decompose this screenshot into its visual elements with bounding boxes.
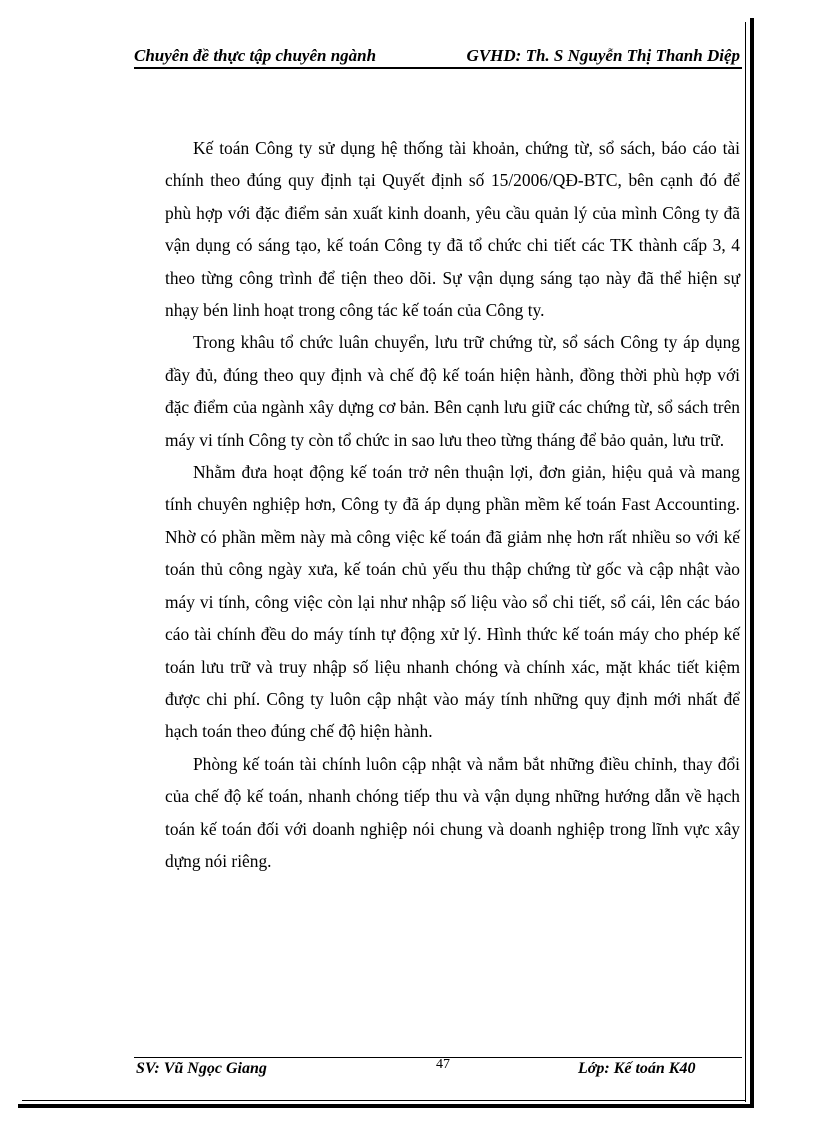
page-border-bottom <box>18 1104 754 1108</box>
paragraph: Trong khâu tổ chức luân chuyển, lưu trữ chứng từ, sổ sách Công ty áp dụng đầy đủ, đúng theo quy định và chế độ kế toán hiện hành, đồng thời phù hợp với đặc điểm của ngành xây dựng cơ bản. Bên cạnh lưu giữ các chứng từ, sổ sách trên máy vi tính Công ty còn tổ chức in sao lưu theo từng tháng để bảo quản, lưu trữ. <box>165 332 740 450</box>
paragraph: Kế toán Công ty sử dụng hệ thống tài khoản, chứng từ, sổ sách, báo cáo tài chính theo đúng quy định tại Quyết định số 15/2006/QĐ-BTC, bên cạnh đó để phù hợp với đặc điểm sản xuất kinh doanh, yêu cầu quản lý của mình Công ty đã vận dụng có sáng tạo, kế toán Công ty đã tổ chức chi tiết các TK thành cấp 3, 4 theo từng công trình để tiện theo dõi. Sự vận dụng sáng tạo này đã thể hiện sự nhạy bén linh hoạt trong công tác kế toán của Công ty. <box>165 138 740 321</box>
footer-student: SV: Vũ Ngọc Giang <box>136 1060 267 1077</box>
header-supervisor: GVHD: Th. S Nguyễn Thị Thanh Diệp <box>466 46 740 65</box>
document-body <box>165 132 740 877</box>
paragraph: Phòng kế toán tài chính luôn cập nhật và nắm bắt những điều chỉnh, thay đổi của chế độ kế toán, nhanh chóng tiếp thu và vận dụng những hướng dẫn về hạch toán kế toán đối với doanh nghiệp nói chung và doanh nghiệp trong lĩnh vực xây dựng nói riêng. <box>165 753 740 871</box>
page-header <box>134 44 742 68</box>
paragraph: Nhằm đưa hoạt động kế toán trở nên thuận lợi, đơn giản, hiệu quả và mang tính chuyên nghiệp hơn, Công ty đã áp dụng phần mềm kế toán Fast Accounting. Nhờ có phần mềm này mà công việc kế toán đã giảm nhẹ hơn rất nhiều so với kế toán thủ công ngày xưa, kế toán chủ yếu thu thập chứng từ gốc và cập nhật vào máy vi tính, công việc còn lại như nhập số liệu vào sổ chi tiết, sổ cái, lên các báo cáo tài chính đều do máy tính tự động xử lý. Hình thức kế toán máy cho phép kế toán lưu trữ và truy nhập số liệu nhanh chóng và chính xác, mặt khác tiết kiệm được chi phí. Công ty luôn cập nhật vào máy tính những quy định mới nhất để hạch toán theo đúng chế độ hiện hành. <box>165 462 740 742</box>
page-border-bottom-inner <box>22 1100 746 1101</box>
footer-class: Lớp: Kế toán K40 <box>578 1060 696 1077</box>
header-rule <box>134 67 742 69</box>
page-border-right-inner <box>745 22 746 1102</box>
page-border-right <box>750 18 754 1108</box>
header-report-title: Chuyên đề thực tập chuyên ngành <box>134 46 377 65</box>
page-footer <box>134 1057 742 1079</box>
page-number: 47 <box>436 1057 450 1072</box>
